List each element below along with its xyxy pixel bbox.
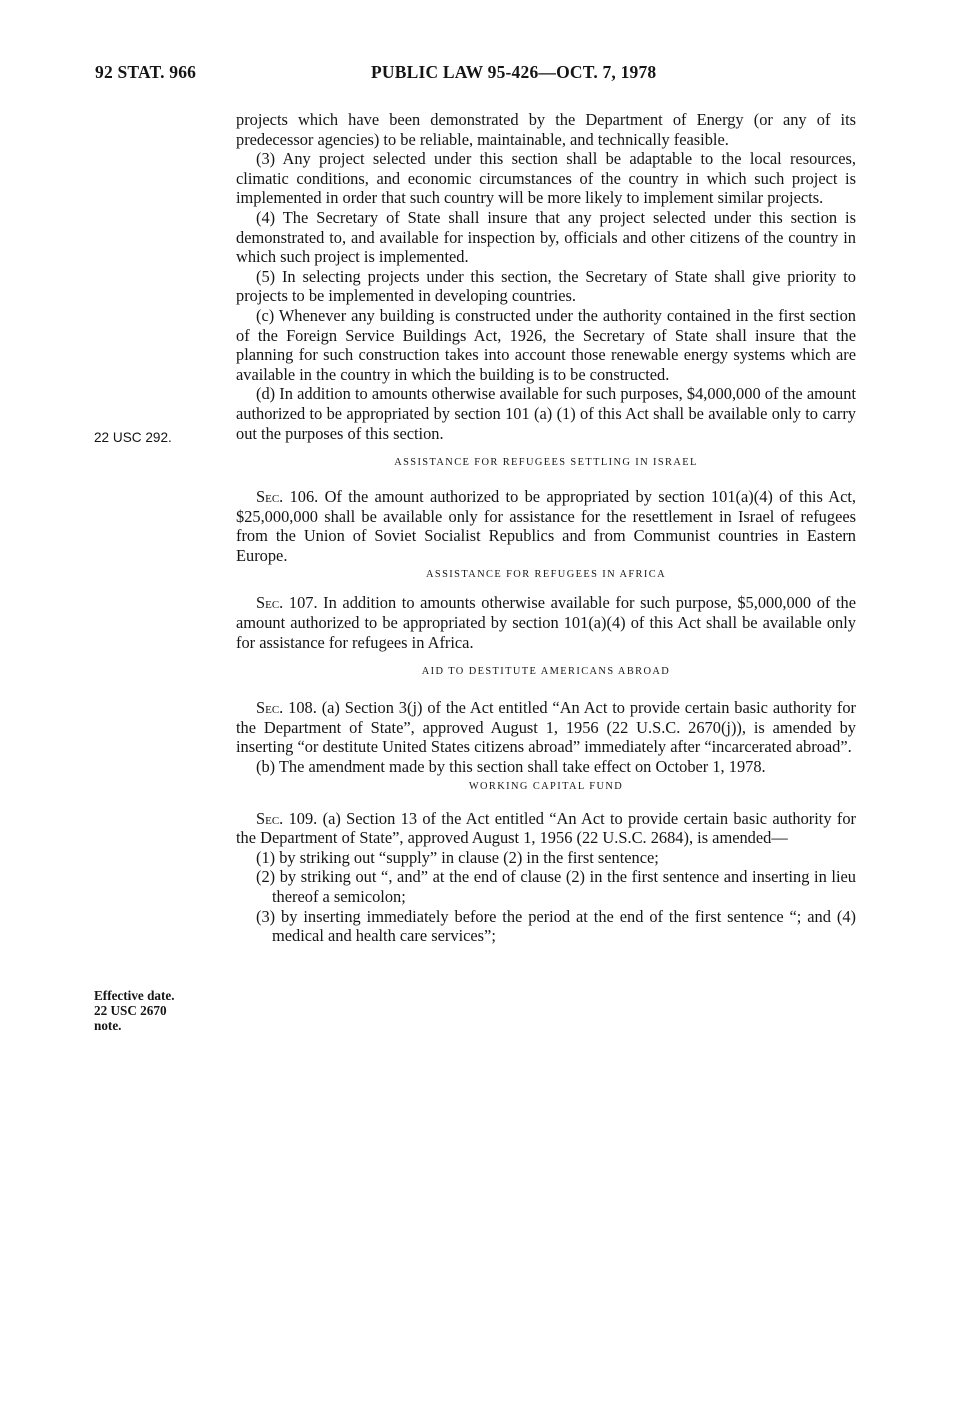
section-109-clause-3: (3) by inserting immediately before the period at the end of the first sentence “; and (4) medical and health care services”; [256, 906, 856, 946]
body-text [236, 110, 856, 946]
section-109-text: (a) Section 13 of the Act entitled “An Act to provide certain basic authority for the Department of State”, approved August 1, 1956 (22 U.S.C. 2684), is amended— [236, 808, 856, 848]
paragraph-subsection-d: (d) In addition to amounts otherwise available for such purposes, $4,000,000 of the amount authorized to be appropriated by section 101 (a) (1) of this Act shall be available only to carry out the purposes of this section. [236, 384, 856, 443]
section-107-text: In addition to amounts otherwise available for such purpose, $5,000,000 of the amount authorized to be appropriated by section 101(a)(4) of this Act shall be available only for assistance for refugees in Africa. [236, 593, 856, 652]
effective-date-label: Effective date. [94, 988, 175, 1003]
heading-refugees-israel: ASSISTANCE FOR REFUGEES SETTLING IN ISRAEL [394, 457, 698, 469]
paragraph-item-5: (5) In selecting projects under this section, the Secretary of State shall give priority to projects to be implemented in developing countries. [236, 266, 856, 306]
section-108 [236, 698, 856, 757]
section-107 [236, 593, 856, 652]
heading-working-capital-fund: WORKING CAPITAL FUND [468, 780, 624, 792]
section-109-label: Sec. 109. [256, 808, 318, 828]
section-108-b: (b) The amendment made by this section shall take effect on October 1, 1978. [256, 757, 766, 777]
usc-2670-label: 22 USC 2670 [94, 1003, 167, 1018]
margin-note-usc-292: 22 USC 292. [94, 430, 172, 445]
heading-refugees-africa: ASSISTANCE FOR REFUGEES IN AFRICA [426, 569, 666, 581]
section-109-clause-1: (1) by striking out “supply” in clause (2) in the first sentence; [256, 847, 659, 867]
heading-destitute-americans: AID TO DESTITUTE AMERICANS ABROAD [421, 666, 671, 678]
margin-note-effective-date [94, 988, 175, 1033]
section-109-clause-2: (2) by striking out “, and” at the end of clause (2) in the first sentence and inserting in lieu thereof a semicolon; [256, 867, 856, 906]
section-108-text: (a) Section 3(j) of the Act entitled “An Act to provide certain basic authority for the Department of State”, approved August 1, 1956 (22 U.S.C. 2670(j)), is amended by inserting “or destitute United States citizens abroad” immediately after “incarcerated abroad”. [236, 698, 856, 757]
running-head: PUBLIC LAW 95-426—OCT. 7, 1978 [371, 62, 657, 82]
section-107-label: Sec. 107. [256, 593, 318, 613]
paragraph-subsection-c: (c) Whenever any building is constructed under the authority contained in the first section of the Foreign Service Buildings Act, 1926, the Secretary of State shall insure that the planning for such construction takes into account those renewable energy systems which are available in the country in which the building is to be constructed. [236, 305, 856, 384]
section-106 [236, 487, 856, 565]
note-label: note. [94, 1018, 122, 1033]
section-108-label: Sec. 108. [256, 698, 317, 718]
paragraph-item-3: (3) Any project selected under this section shall be adaptable to the local resources, climatic conditions, and economic circumstances of the country in which such project is implemented in order that such country will be more likely to implement similar projects. [236, 149, 856, 208]
paragraph-item-4: (4) The Secretary of State shall insure that any project selected under this section is demonstrated to, and available for inspection by, officials and other citizens of the country in which such project is implemented. [236, 207, 856, 267]
section-106-label: Sec. 106. [256, 487, 319, 507]
page-header [95, 62, 855, 84]
section-106-text: Of the amount authorized to be appropriated by section 101(a)(4) of this Act, $25,000,000 shall be available only for assistance for the resettlement in Israel of refugees from the Union of Soviet Socialist Republics and from Communist countries in Eastern Europe. [236, 487, 856, 565]
paragraph-continued: projects which have been demonstrated by the Department of Energy (or any of its predecessor agencies) to be reliable, maintainable, and technically feasible. [236, 110, 856, 149]
statute-folio: 92 STAT. 966 [95, 62, 197, 82]
section-109 [236, 809, 856, 848]
